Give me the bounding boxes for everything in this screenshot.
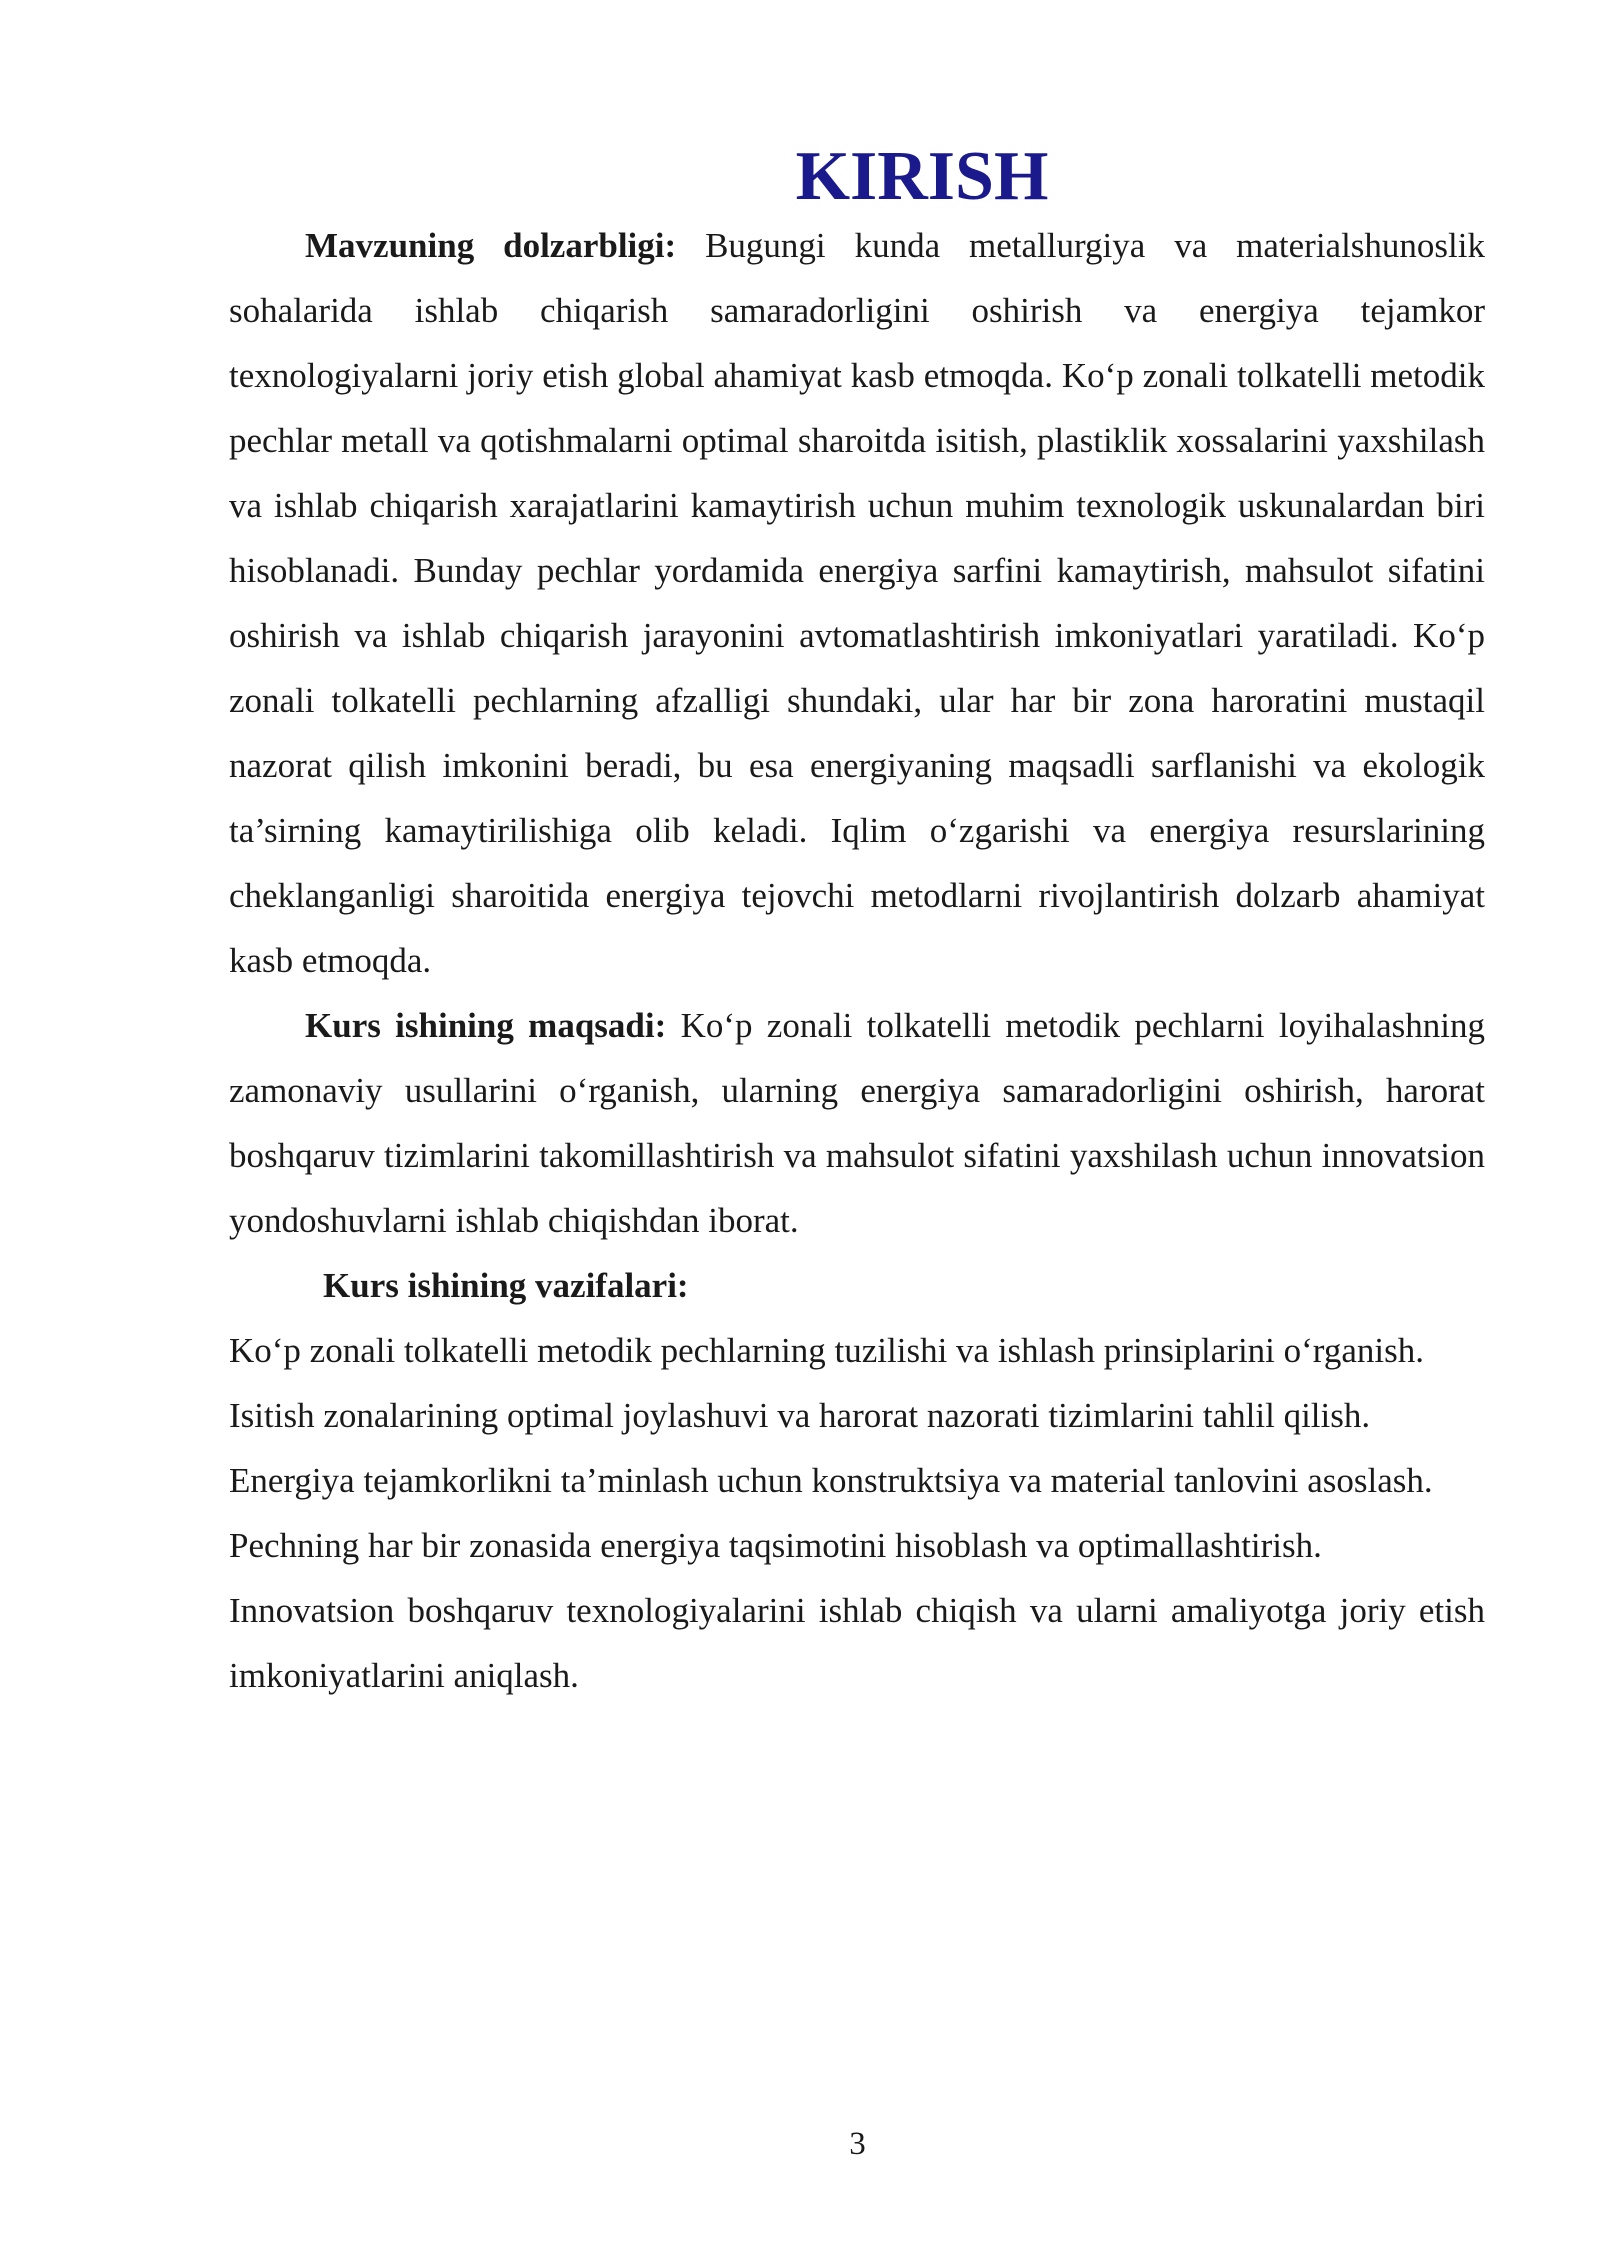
- relevance-text: Bugungi kunda metallurgiya va materialshunoslik sohalarida ishlab chiqarish samaradorligini oshirish va energiya tejamkor texnologiyalarni joriy etish global ahamiyat kasb etmoqda. Ko‘p zonali tolkatelli metodik pechlar metall va qotishmalarni optimal sharoitda isitish, plastiklik xossalarini yaxshilash va ishlab chiqarish xarajatlarini kamaytirish uchun muhim texnologik uskunalardan biri hisoblanadi. Bunday pechlar yordamida energiya sarfini kamaytirish, mahsulot sifatini oshirish va ishlab chiqarish jarayonini avtomatlashtirish imkoniyatlari yaratiladi. Ko‘p zonali tolkatelli pechlarning afzalligi shundaki, ular har bir zona haroratini mustaqil nazorat qilish imkonini beradi, bu esa energiyaning maqsadli sarflanishi va ekologik ta’sirning kamaytirilishiga olib keladi. Iqlim o‘zgarishi va energiya resurslarining cheklanganligi sharoitida energiya tejovchi metodlarni rivojlantirish dolzarb ahamiyat kasb etmoqda.: [229, 226, 1485, 980]
- task-item-3: Energiya tejamkorlikni ta’minlash uchun konstruktsiya va material tanlovini asoslash.: [229, 1461, 1433, 1500]
- relevance-label: Mavzuning dolzarbligi:: [305, 226, 677, 265]
- goal-text: Ko‘p zonali tolkatelli metodik pechlarni loyihalashning zamonaviy usullarini o‘rganish, ularning energiya samaradorligini oshirish, harorat boshqaruv tizimlarini takomillashtirish va mahsulot sifatini yaxshilash uchun innovatsion yondoshuvlarni ishlab chiqishdan iborat.: [229, 1006, 1485, 1240]
- section-title: KIRISH: [795, 138, 1049, 215]
- tasks-heading: Kurs ishining vazifalari:: [323, 1266, 689, 1305]
- goal-paragraph: [229, 993, 1485, 1253]
- task-item-5: Innovatsion boshqaruv texnologiyalarini ishlab chiqish va ularni amaliyotga joriy etish imkoniyatlarini aniqlash.: [229, 1591, 1485, 1695]
- goal-label: Kurs ishining maqsadi:: [305, 1006, 667, 1045]
- page-number: 3: [849, 2126, 866, 2162]
- task-item-4: Pechning har bir zonasida energiya taqsimotini hisoblash va optimallashtirish.: [229, 1526, 1322, 1565]
- relevance-paragraph: [229, 213, 1485, 993]
- task-item-2: Isitish zonalarining optimal joylashuvi va harorat nazorati tizimlarini tahlil qilish.: [229, 1396, 1371, 1435]
- page-content: [229, 138, 1485, 1708]
- task-item-1: Ko‘p zonali tolkatelli metodik pechlarning tuzilishi va ishlash prinsiplarini o‘rganish.: [229, 1331, 1424, 1370]
